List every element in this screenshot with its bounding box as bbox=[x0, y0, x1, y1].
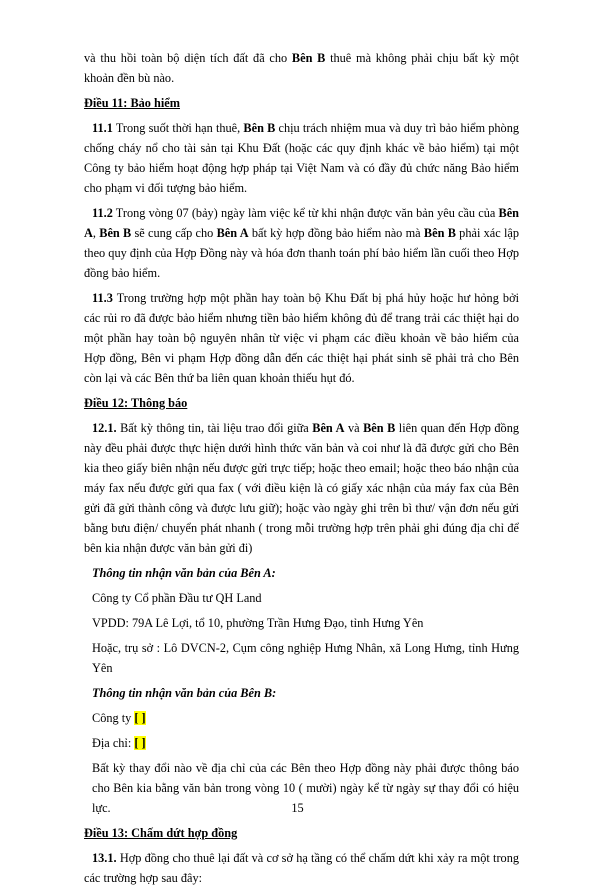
paragraph-continuation: và thu hồi toàn bộ diện tích đất đã cho Bên B thuê mà không phải chịu bất kỳ một khoản đền bù nào. bbox=[84, 51, 520, 85]
party-a-info-title: Thông tin nhận văn bản của Bên A: bbox=[92, 566, 276, 580]
section-heading-11: Điều 11: Bảo hiểm bbox=[84, 96, 180, 110]
section-heading-12: Điều 12: Thông báo bbox=[84, 396, 188, 410]
clause-11-2: 11.2 Trong vòng 07 (bảy) ngày làm việc kể từ khi nhận được văn bản yêu cầu của Bên A, Bên B sẽ cung cấp cho Bên A bất kỳ hợp đồng bảo hiểm nào mà Bên B phải xác lập theo quy định của Hợp Đồng này và hóa đơn thanh toán phí bảo hiểm lần cuối theo Hợp đồng bảo hiểm. bbox=[84, 206, 519, 280]
section-heading-13: Điều 13: Chấm dứt hợp đồng bbox=[84, 826, 238, 840]
clause-12-1: 12.1. Bất kỳ thông tin, tài liệu trao đổi giữa Bên A và Bên B liên quan đến Hợp đồng này đều phải được thực hiện dưới hình thức văn bản và coi như là đã được gửi cho Bên kia theo giấy biên nhận nếu được gửi trực tiếp; hoặc theo email; hoặc theo báo nhận của máy fax nếu được gửi qua fax ( với điều kiện là có giấy xác nhận của máy fax của Bên gửi đã gửi thành công và được lưu giữ); hoặc vào ngày ghi trên bì thư/ vận đơn nếu gửi bằng bưu điện/ chuyển phát nhanh ( trong mỗi trường hợp trên phải ghi đúng địa chỉ để bên kia nhận được văn bản gửi đi) bbox=[84, 421, 519, 555]
clause-11-3: 11.3 Trong trường hợp một phần hay toàn bộ Khu Đất bị phá hủy hoặc hư hỏng bởi các rủi ro đã được bảo hiểm nhưng tiền bảo hiểm không đủ để trang trải các thiệt hại do một phần hay toàn bộ nguyên nhân từ việc vi phạm các điều khoản về bảo hiểm của Hợp đồng, Bên vi phạm Hợp đồng dẫn đến các thiệt hại phát sinh sẽ phải trả cho Bên còn lại và các Bên thứ ba liên quan khoản thiếu hụt đó. bbox=[84, 291, 519, 385]
clause-13-1: 13.1. Hợp đồng cho thuê lại đất và cơ sở hạ tầng có thể chấm dứt khi xảy ra một trong các trường hợp sau đây: bbox=[84, 851, 519, 885]
party-b-company-placeholder: [ ] bbox=[134, 711, 146, 725]
clause-11-1: 11.1 Trong suốt thời hạn thuê, Bên B chịu trách nhiệm mua và duy trì bảo hiểm phòng chống cháy nổ cho tài sản tại Khu Đất (hoặc các quy định khác về bảo hiểm) tại một Công ty bảo hiểm hoạt động hợp pháp tại Việt Nam và có đầy đủ chức năng Bảo hiểm cho phạm vi đối tượng bảo hiểm. bbox=[84, 121, 519, 195]
address-change-notice: Bất kỳ thay đổi nào về địa chỉ của các Bên theo Hợp đồng này phải được thông báo cho Bên kia bằng văn bản trong vòng 10 ( mười) ngày kể từ ngày sự thay đổi có hiệu lực. bbox=[92, 761, 519, 815]
party-b-company: Công ty [ ] bbox=[92, 711, 146, 725]
party-a-office-address: VPDD: 79A Lê Lợi, tổ 10, phường Trần Hưng Đạo, tỉnh Hưng Yên bbox=[92, 616, 424, 630]
party-b-address-placeholder: [ ] bbox=[134, 736, 146, 750]
party-a-company: Công ty Cổ phần Đầu tư QH Land bbox=[92, 591, 262, 605]
party-a-headquarters: Hoặc, trụ sở : Lô DVCN-2, Cụm công nghiệp Hưng Nhân, xã Long Hưng, tỉnh Hưng Yên bbox=[92, 641, 519, 675]
page-number: 15 bbox=[291, 801, 304, 815]
party-b-address: Địa chỉ: [ ] bbox=[92, 736, 146, 750]
party-b-info-title: Thông tin nhận văn bản của Bên B: bbox=[92, 686, 277, 700]
